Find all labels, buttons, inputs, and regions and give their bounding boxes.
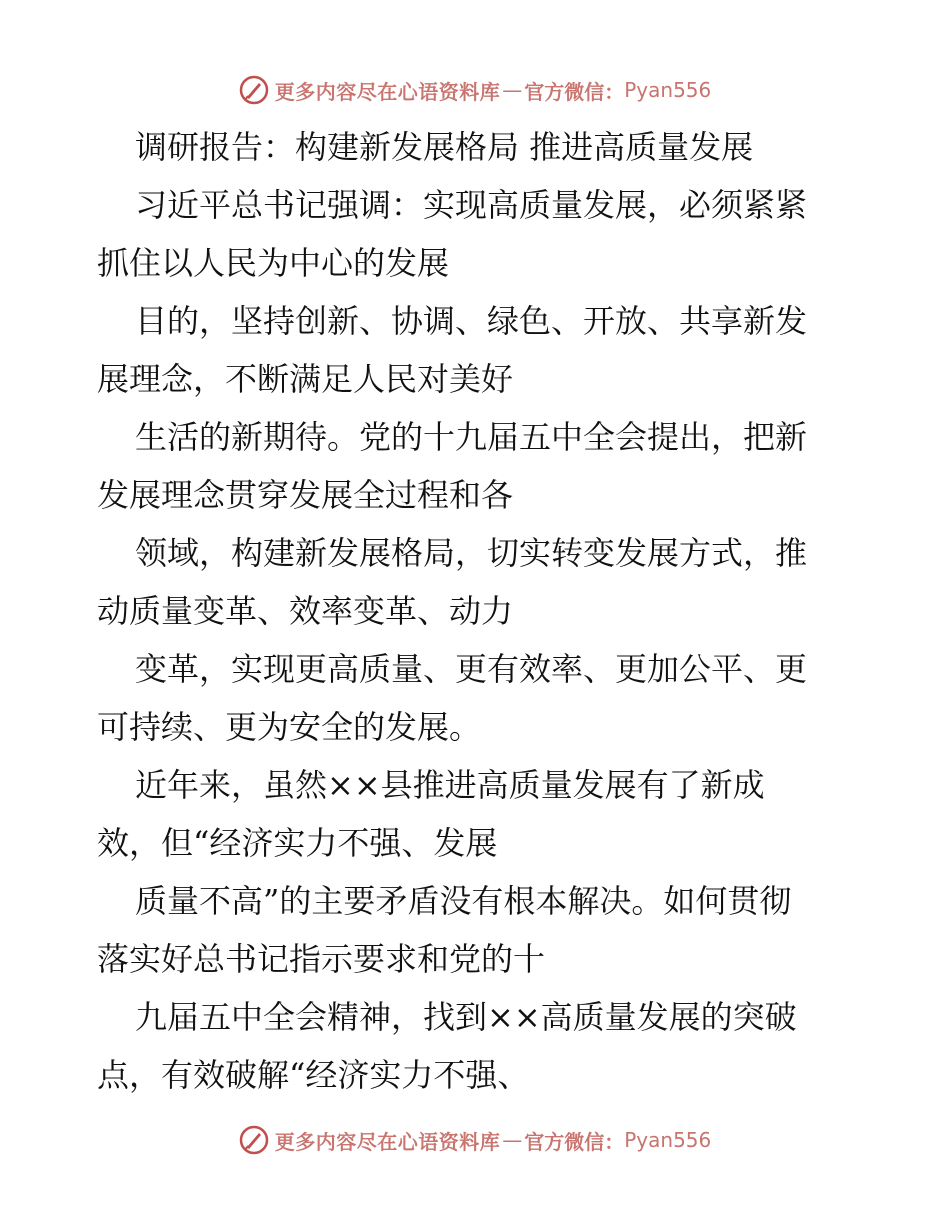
text-line: 可持续、更为安全的发展。 xyxy=(97,708,482,746)
watermark-text: 更多内容尽在心语资料库 xyxy=(274,1129,501,1154)
text-line: 动质量变革、效率变革、动力 xyxy=(97,592,514,630)
text-line: 习近平总书记强调：实现高质量发展，必须紧紧 xyxy=(135,186,808,224)
watermark-label: 官方微信： xyxy=(524,1129,625,1154)
text-line: 发展理念贯穿发展全过程和各 xyxy=(97,476,514,514)
text-line: 目的，坚持创新、协调、绿色、开放、共享新发 xyxy=(135,302,808,340)
watermark-account: Pyan556 xyxy=(624,78,712,102)
text-line: 变革，实现更高质量、更有效率、更加公平、更 xyxy=(135,650,808,688)
text-line: 近年来，虽然××县推进高质量发展有了新成 xyxy=(135,766,765,804)
watermark-account: Pyan556 xyxy=(624,1128,712,1152)
watermark-label: 官方微信： xyxy=(524,79,625,104)
text-line: 九届五中全会精神，找到××高质量发展的突破 xyxy=(135,998,797,1036)
quill-logo-icon xyxy=(239,75,269,105)
footer-watermark xyxy=(0,1120,950,1160)
watermark-separator: — xyxy=(502,78,523,102)
text-line: 生活的新期待。党的十九届五中全会提出，把新 xyxy=(135,418,808,456)
text-line: 展理念，不断满足人民对美好 xyxy=(97,360,514,398)
text-line: 落实好总书记指示要求和党的十 xyxy=(97,940,546,978)
text-line: 效，但“经济实力不强、发展 xyxy=(97,824,498,862)
quill-logo-icon xyxy=(239,1125,269,1155)
text-line: 点，有效破解“经济实力不强、 xyxy=(97,1056,530,1094)
document-body xyxy=(97,118,857,1104)
text-line: 质量不高”的主要矛盾没有根本解决。如何贯彻 xyxy=(135,882,792,920)
text-line: 抓住以人民为中心的发展 xyxy=(97,244,450,282)
watermark-text: 更多内容尽在心语资料库 xyxy=(274,79,501,104)
header-watermark xyxy=(0,70,950,110)
text-line: 领域，构建新发展格局，切实转变发展方式，推 xyxy=(135,534,808,572)
document-title: 调研报告：构建新发展格局 推进高质量发展 xyxy=(135,128,754,166)
watermark-separator: — xyxy=(502,1128,523,1152)
